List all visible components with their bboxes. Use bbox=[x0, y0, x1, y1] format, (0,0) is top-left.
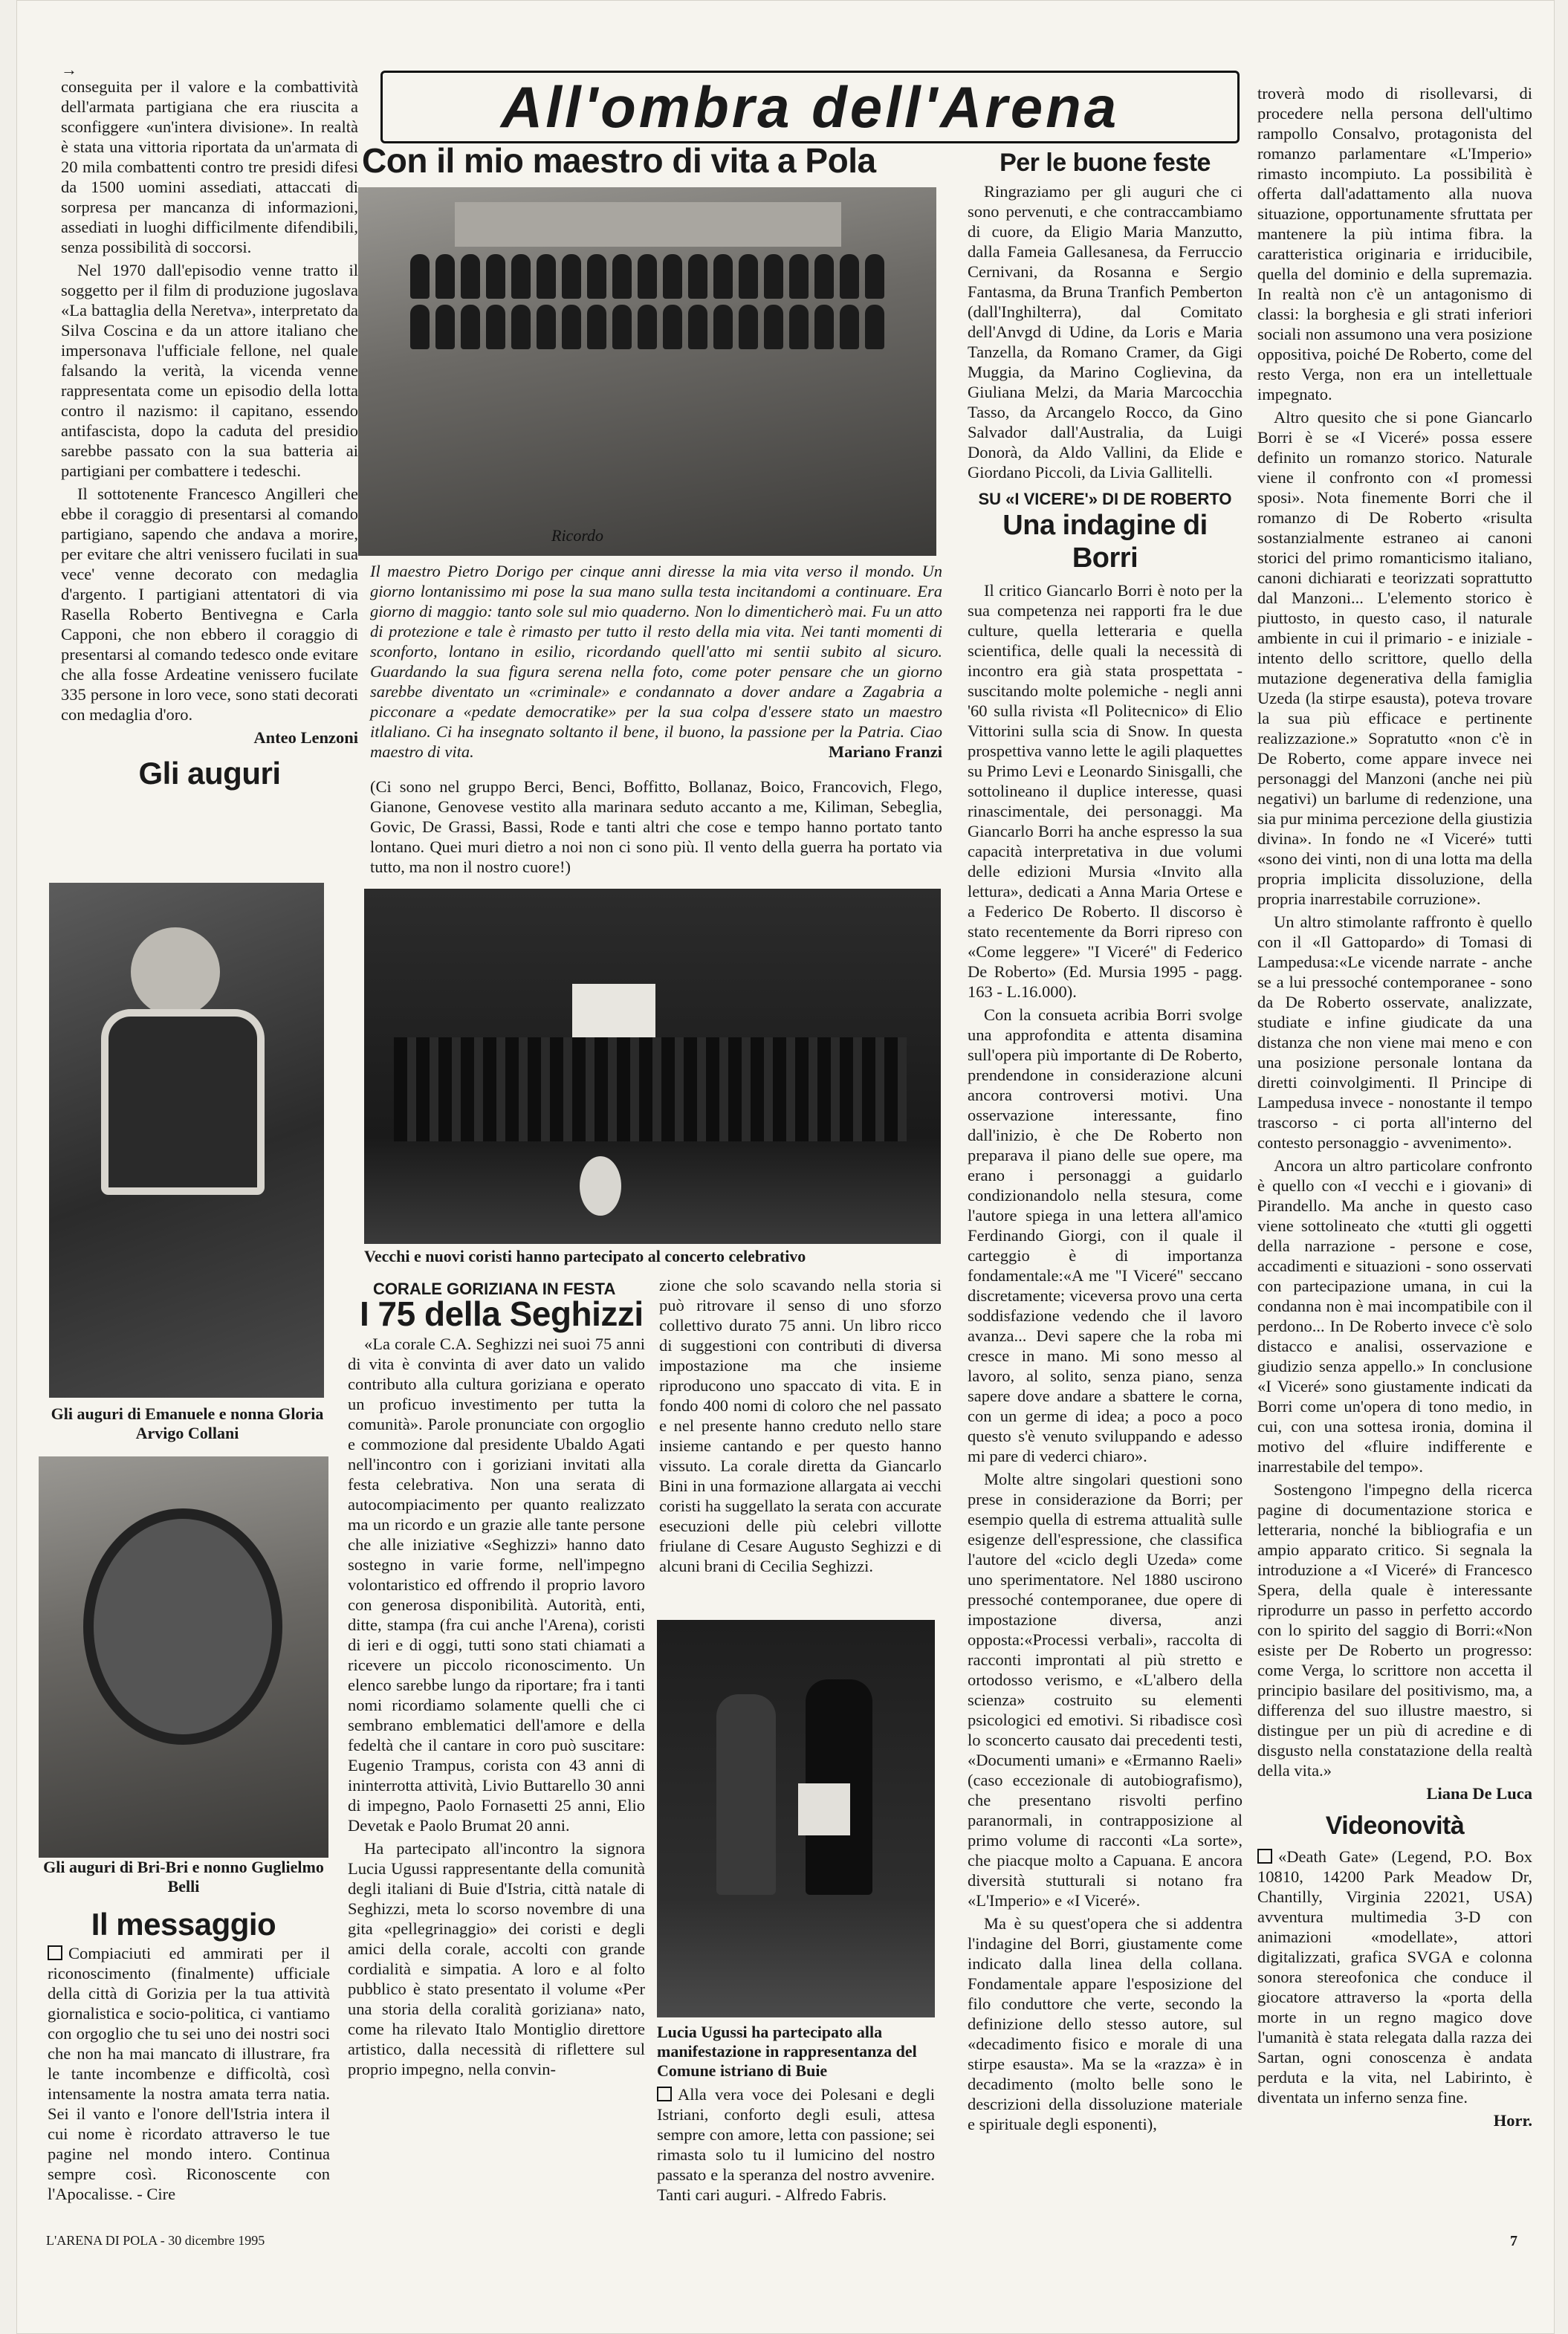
feste-text: Ringraziamo per gli auguri che ci sono pervenuti, e che contraccambiamo di cuore, da Eligio Maria Manzutto, dalla Fameia Gallesanesa, da Ferruccio Cernivani, da Rosanna e Sergio Fantasma, da Bruna Tranfich Pemberton (dall'Inghilterra), dal Comitato dell'Anvgd di Udine, da Loris e Maria Tanzella, da Romano Cramer, da Gigi Muggia, da Marino Coglievina, da Giuliana Melzi, da Maria Marcocchia Tasso, da Arcangelo Rocco, da Gino Salvador dall'Australia, da Luigi Donorà, da Aldo Vallini, da Elide e Giordano Piccoli, da Livia Gallitelli. bbox=[968, 182, 1243, 482]
continuation-arrow: → bbox=[61, 60, 77, 79]
fabris-block bbox=[657, 2084, 935, 2208]
pola-caption bbox=[370, 561, 942, 762]
photo-child-smiling bbox=[39, 1456, 328, 1858]
lenzoni-paragraph-3: Il sottotenente Francesco Angilleri che ebbe il coraggio di presentarsi al comando partigiano, sapendo che andava a morire, per evitare che altri venissero fucilati in sua vece' venne decorato con medaglia d'argento. I partigiani attentatori di via Rasella Roberto Bentivegna e Carla Capponi, che non ebbero il coraggio di presentarsi al comando tedesco onde evitare che alla fosse Ardeatine venissero fucilate 335 persone in loro vece, sono stati decorati con medaglia d'oro. bbox=[61, 484, 358, 724]
choir-text-a2: Ha partecipato all'incontro la signora Lucia Ugussi rappresentante della comunità degli italiani di Buie d'Istria, città natale di Seghizzi, meta lo scorso novembre di una gita «pellegrinaggio» dei coristi e degli amici della corale, accolti con grande cordialità e simpatia. A loro e al folto pubblico è stato presentato il volume «Per una storia della coralità goriziana» nato, come ha rilevato Italo Montiglio direttore artistico, dalla necessità di riflettere sul proprio impegno, nella convin- bbox=[348, 1839, 645, 2078]
messaggio-text: Compiaciuti ed ammirati per il riconoscimento (finalmente) ufficiale della città di Gorizia per la tua attività giornalistica e socio-politica, ci vantiamo con orgoglio che tu sei uno dei nostri soci che non ha mai mancato di illustrare, fra le tante incombenze e difficoltà, così intensamente la nostra amata terra natia. Sei il vanto e l'onore dell'Istria intera il cui nome è ricordato attraverso le tue pagine nel mondo intero. Continua sempre così. Riconoscente con l'Apocalisse. - Cire bbox=[48, 1944, 330, 2203]
bullet-square-icon bbox=[1257, 1849, 1272, 1864]
section-masthead bbox=[380, 71, 1240, 143]
borri-paragraph-6: Altro quesito che si pone Giancarlo Borri è se «I Viceré» possa essere definito un romanzo storico. Naturale viene il confronto con «I promessi sposi». Nota finemente Borri che il romanzo di De Roberto «risulta sostanzialmente estraneo ai canoni storici del primo romanticismo italiano, canoni dichiarati e teorizzati soprattutto dal Manzoni... L'elemento storico è piuttosto, in questo caso, il naturale ambiente in cui il primario - e iniziale - intento dello scrittore, quello della mutazione degenerativa della famiglia Uzeda (la stirpe esausta), poteva trovare la sua più efficace e pertinente realizzazione.» Sopratutto «non c'è in De Roberto, come appare invece nei personaggi del Manzoni (anche nei più negativi) un barlume di redenzione, una sia pur minima percezione della giustizia divina». In fondo ne «I Viceré» tutti «sono dei vinti, non di una lotta ma della propria implicita dissoluzione, della propria inarrestabile corruzione». bbox=[1257, 408, 1532, 908]
feste-headline: Per le buone feste bbox=[1000, 149, 1211, 177]
borri-headline: Una indagine di Borri bbox=[1002, 510, 1208, 574]
photo-school-class bbox=[358, 187, 936, 556]
borri-paragraph-7: Un altro stimolante raffronto è quello con il «Il Gattopardo» di Tomasi di Lampedusa:«Le vicende narrate - anche se a lui pressoché contemporanee - sono da De Roberto osservate, analizzate, studiate e infine giudicate da una distanza che non viene mai meno e con una posizione personale lontana da diretti coinvolgimenti. Il Principe di Lampedusa invece - nonostante il tempo trascorso - ci porta all'interno del contesto personaggio - avvenimento». bbox=[1257, 912, 1532, 1152]
video-signature: Horr. bbox=[1493, 2111, 1532, 2130]
footer-issue: L'ARENA DI POLA - 30 dicembre 1995 bbox=[46, 2233, 265, 2248]
photo-lucia-ugussi bbox=[657, 1620, 935, 2017]
borri-paragraph-2: Con la consueta acribia Borri svolge una approfondita e attenta disamina sull'opera più importante di De Roberto, prendendone in considerazione alcuni ancora controversi motivi. Una osservazione interessante, fino dall'inizio, è che De Roberto non preparava il piano delle sue opere, ma erano i personaggi a guidarlo condizionandolo nella stesura, come l'autore spiega in una lettera all'amico Ferdinando Giorgi, con il quale il carteggio è di importanza fondamentale:«A me "I Viceré" seccano discretamente; viceversa provo una certa soddisfazione vedendo che il lavoro avanza... Devi sapere che la roba mi cresce in mano. Mi sono messo al lavoro, al solito, senza piano, senza sapere dove andare a sbattere le corna, con un germe di idea; a poco a poco questo s'è venuto sviluppando e adesso mi pare di vederci chiaro». bbox=[968, 1005, 1243, 1465]
fabris-text: Alla vera voce dei Polesani e degli Istriani, conforto degli esuli, attesa sempre con amore, letta con passione; sei rimasta solo tu il lumicino del nostro passato e la speranza del nostro avvenire. Tanti cari auguri. - Alfredo Fabris. bbox=[657, 2085, 935, 2204]
bullet-square-icon bbox=[657, 2087, 672, 2101]
video-text: «Death Gate» (Legend, P.O. Box 10810, 14200 Park Meadow Dr, Chantilly, Virginia 22021, USA) avventura multimedia 3-D con animazioni «modellate», attori digitalizzati, grafica SVGA e colonna sonora stereofonica che conduce il giocatore attraverso la «porta della morte in un regno magico dove l'umanità è stata relegata dalla razza dei Sartan, ogni conoscenza è andata perduta e la vita, nel Labirinto, è diventata un inferno senza fine. bbox=[1257, 1847, 1532, 2107]
borri-paragraph-5: troverà modo di risollevarsi, di procedere nella persona dell'ultimo rampollo Consalvo, protagonista del romanzo parlamentare «L'Imperio» rimasto incompiuto. La possibilità è offerta dall'adattamento alla nuova situazione, opportunamente sfruttata per mantenere la più intima fibra. la caratteristica originaria e irriducibile, quella del dominio e della supremazia. In realtà non c'è un antagonismo di classi: la borghesia e gli strati inferiori sociali non assumono una vera posizione oppositiva, poiché De Roberto, come del resto Verga, non era un intellettuale impegnato. bbox=[1257, 84, 1532, 403]
messaggio-heading: Il messaggio bbox=[91, 1907, 276, 1942]
photo-choir-concert bbox=[364, 889, 941, 1244]
lenzoni-signature: Anteo Lenzoni bbox=[253, 728, 358, 747]
messaggio-block bbox=[48, 1943, 330, 2207]
masthead-title: All'ombra dell'Arena bbox=[500, 74, 1120, 140]
borri-paragraph-1: Il critico Giancarlo Borri è noto per la sua competenza nei rapporti fra le due culture, quella letteraria e quella scientifica, delle quali la necessità di incontro era già stata prospettata - suscitando molte polemiche - negli anni '60 sulla rivista «Il Politecnico» di Elio Vittorini sulla scia di Snow. In questa prospettiva vanno lette le agili plaquettes su Primo Levi e Leonardo Sinisgalli, che sottolineano il duplice interesse, quasi rinascimentale, dei personaggi. Ma Giancarlo Borri ha anche espresso la sua capacità interpretativa in due volumi delle edizioni Mursia «Invito alla lettura», dedicati a Anna Maria Ortese e a Federico De Roberto. Il discorso è stato recentemente da Borri ripreso con «Come leggere» "I Viceré" di Federico De Roberto» (Ed. Mursia 1995 - pagg. 163 - L.16.000). bbox=[968, 581, 1243, 1001]
lenzoni-paragraph-1: conseguita per il valore e la combattività dell'armata partigiana che era riuscita a sconfiggere «un'intera divisione». In realtà è stata una vittoria riportata da un'armata di 20 mila combattenti contro tre presidi difesi da 1500 uomini assediati, attaccati di sorpresa per mancanza di informazioni, assediati in luoghi difficilmente difendibili, senza possibilità di soccorsi. bbox=[61, 77, 358, 256]
auguri-heading: Gli auguri bbox=[138, 756, 281, 791]
lucia-caption: Lucia Ugussi ha partecipato alla manifestazione in rappresentanza del Comune istriano di Buie bbox=[657, 2023, 917, 2080]
caption-emanuele: Gli auguri di Emanuele e nonna Gloria Arvigo Collani bbox=[51, 1404, 324, 1442]
choir-caption: Vecchi e nuovi coristi hanno partecipato al concerto celebrativo bbox=[364, 1247, 806, 1265]
column-1 bbox=[61, 60, 358, 798]
lenzoni-paragraph-2: Nel 1970 dall'episodio venne tratto il soggetto per il film di produzione jugoslava «La battaglia della Neretva», interpretato da Silva Coscina e da un attore italiano che impersonava l'ufficiale fellone, nel quale falsando la verità, la vicenda venne rappresentata come un episodio della lotta contro il nazismo: il capitano, essendo antifascista, dopo la caduta del presidio sarebbe passato con la sua batteria ai partigiani per combattere i tedeschi. bbox=[61, 261, 358, 480]
borri-paragraph-3: Molte altre singolari questioni sono prese in considerazione da Borri; per esempio quella di estrema attualità sulle esigenze dell'espressione, che classifica l'autore del «ciclo degli Uzeda» come uno sperimentatore. Nel 1880 uscirono pressoché contemporanee, due opere di impostazione diversa, anzi opposta:«Processi verbali», raccolta di racconti improntati al più stretto e ortodosso verismo, e «L'albero della scienza» costruito su elementi psicologici ed emotivi. Si ribadisce così lo sconcerto causato dai precedenti testi, «Documenti umani» e «Ermanno Raeli» (caso eccezionale di autobiografismo), che presentano risvolti perfino paranormali, in contrapposizione al primo volume di racconti «La sorte», che piacque molto a Capuana. E ancora diversità stutturali si notano fra «L'Imperio» e «I Viceré». bbox=[968, 1470, 1243, 1910]
caption-bri-bri: Gli auguri di Bri-Bri e nonno Guglielmo Belli bbox=[43, 1858, 324, 1896]
photo-inscription: Ricordo bbox=[551, 526, 604, 545]
pola-signature: Mariano Franzi bbox=[828, 742, 942, 761]
bullet-square-icon bbox=[48, 1945, 62, 1960]
footer-page-number: 7 bbox=[1510, 2233, 1517, 2249]
choir-kicker: CORALE GORIZIANA IN FESTA bbox=[373, 1280, 616, 1298]
pola-caption-text: Il maestro Pietro Dorigo per cinque anni diresse la mia vita verso il mondo. Un giorno lontanissimo mi pose la sua mano sulla testa incitandomi a continuare. Era giorno di maggio: tanto sole sul mio quaderno. Non lo dimenticherò mai. Fu un atto di protezione e tale è rimasto per tutto il resto della mia vita. Nei tanti momenti di sconforto, lontano in esilio, ricordando quell'atto mi sentii subito al sicuro. Guardando la sua figura serena nella foto, come poter pensare che un giorno sarebbe diventato un «criminale» e condannato a dover andare a Zagabria a picconare a «pedate democratike» per la sua colpa d'essere stato un maestro itlaliano. Ci ha insegnato soltanto il bene, il buono, la passione per la Patria. Ciao maestro di vita. bbox=[370, 562, 942, 761]
photo-child-santa bbox=[49, 883, 324, 1398]
newspaper-page bbox=[16, 0, 1555, 2334]
pola-headline: Con il mio maestro di vita a Pola bbox=[362, 141, 876, 180]
borri-signature: Liana De Luca bbox=[1426, 1784, 1532, 1803]
pola-names-text: (Ci sono nel gruppo Berci, Benci, Boffitto, Bollanaz, Boico, Francovich, Flego, Gianone, Genovese vestito alla marinara seduto accanto a me, Kiliman, Sebeglia, Govic, De Grassi, Bassi, Rode e tanti altri che cose e tempo hanno portato tanto lontano. Quei muri dietro a noi non ci sono più. Il vento della guerra ha portato via tutto, ma non il nostro cuore!) bbox=[370, 777, 942, 876]
column-5 bbox=[1257, 83, 1532, 2136]
video-heading: Videonovità bbox=[1325, 1812, 1465, 1840]
choir-headline: I 75 della Seghizzi bbox=[360, 1294, 644, 1333]
choir-text-b1: zione che solo scavando nella storia si può ritrovare il senso di uno sforzo collettivo durato 75 anni. Un libro ricco di suggestioni con contributi di diversa impostazione ma che insieme riproducono uno spaccato di vita. E in fondo 400 nomi di coloro che nel passato e nel presente hanno creduto nello stare insieme cantando e per questo hanno vissuto. La corale diretta da Giancarlo Bini in una formazione allargata ai vecchi coristi ha suggellato la serata con accurate esecuzioni delle più celebri villotte friulane di Cesare Augusto Seghizzi e di alcuni brani di Cecilia Seghizzi. bbox=[659, 1276, 942, 1575]
pola-names bbox=[370, 777, 942, 880]
choir-column-a bbox=[348, 1334, 645, 2082]
borri-kicker: SU «I VICERE'» DI DE ROBERTO bbox=[978, 490, 1232, 508]
borri-paragraph-9: Sostengono l'impegno della ricerca pagine di documentazione storica e letteraria, nonché la bibliografia e un ampio apparato critico. Si segnala la introduzione a «I Viceré» di Francesco Spera, della quale è interessante riprodurre un passo in perfetto accordo con lo spirito del saggio di Borri:«Non esiste per De Roberto un progresso: come Verga, lo scrittore non accetta il principio basilare del positivismo, ma, a differenza del suo illustre maestro, si distingue per un più di acredine e di disgusto nella constatazione della realtà della vita.» bbox=[1257, 1480, 1532, 1780]
borri-paragraph-4: Ma è su quest'opera che si addentra l'indagine del Borri, giustamente come indicato dalla linea della collana. Fondamentale appare l'esposizione del filo conduttore che verte, secondo la definizione dello stesso autore, sul «decadimento fisico e morale di una stirpe esausta». Ma se la «razza» è in decadimento (molto belle sono le descrizioni della dissoluzione materiale e spirituale degli esponenti), bbox=[968, 1914, 1243, 2133]
borri-paragraph-8: Ancora un altro particolare confronto è quello con «I vecchi e i giovani» di Pirandello. Ma anche in questo caso viene sottolineato che «tutti gli oggetti della narrazione - persone e cose, accadimenti e situazioni - sono osservati con partecipazione umana, in cui la condanna non è mai incompatibile con il perdono... In De Roberto invece c'è solo distacco e analisi, osservazione e giudizio senza appello.» In conclusione «I Viceré» sono giustamente indicati da Borri come un'opera di tono medio, in cui, con una sottesa ironia, domina il motivo del «fluire indifferente e inarrestabile del tempo». bbox=[1257, 1156, 1532, 1476]
choir-text-a1: «La corale C.A. Seghizzi nei suoi 75 anni di vita è convinta di aver dato un valido contributo alla cultura goriziana e operato un proficuo investimento per tutta la comunità». Parole pronunciate con orgoglio e commozione dal presidente Ubaldo Agati nell'incontro con i goriziani invitati alla festa celebrativa. Non una serata di autocompiacimento per quanto realizzato ma un ricordo e un grazie alle tante persone che alle iniziative «Seghizzi» hanno dato sostegno in varie forme, nell'impegno volontaristico ed offrendo il proprio lavoro con generosa disponibilità. Autorità, enti, ditte, stampa (fra cui anche l'Arena), coristi di ieri e di oggi, tutti sono stati chiamati a ricevere un piccolo riconoscimento. Un elenco sarebbe lungo da riportare; fra i tanti nomi ricordiamo solamente quelli che ci sembrano emblematici dell'amore e della fedeltà che il cantare in coro può suscitare: Eugenio Trampus, corista con 43 anni di ininterrotta attività, Livio Buttarello 30 anni di impegno, Paolo Fornasetti 25 anni, Elio Devetak e Paolo Brumat 20 anni. bbox=[348, 1335, 645, 1835]
choir-column-b bbox=[659, 1275, 942, 1579]
column-4 bbox=[968, 147, 1243, 2137]
